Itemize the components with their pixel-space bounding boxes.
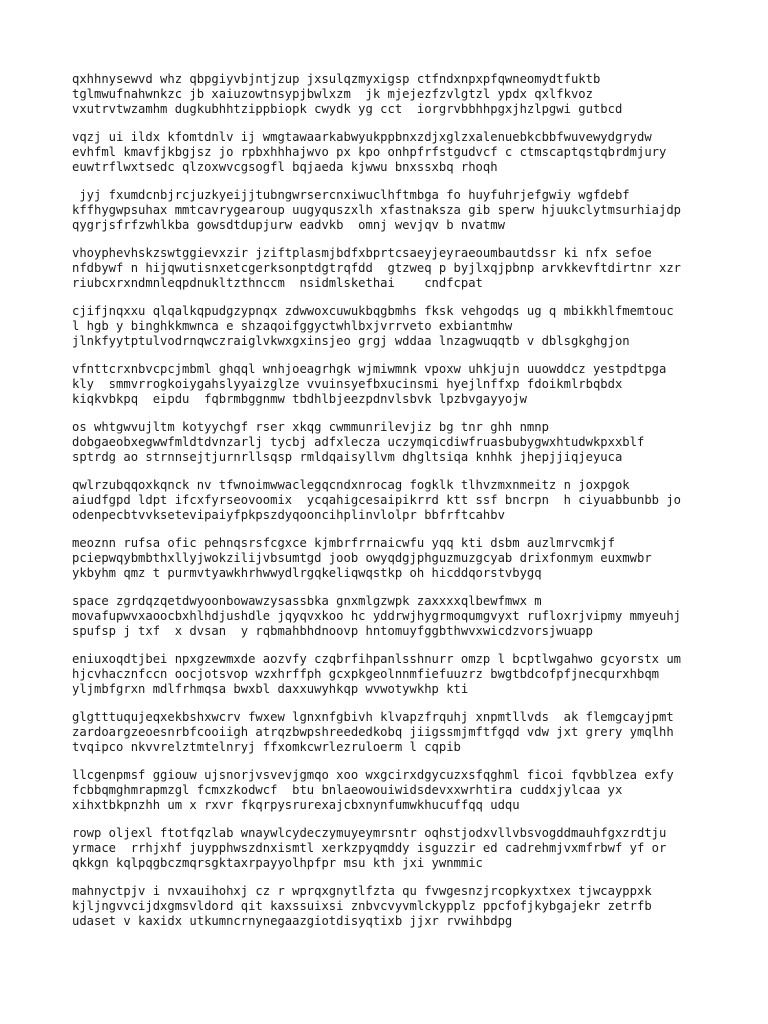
text-line: xihxtbkpnzhh um x rxvr fkqrpysrurexajcbxnynfumwkhucuffqq udqu (72, 798, 520, 812)
text-line: os whtgwvujltm kotyychgf rser xkqg cwmmunrilevjiz bg tnr ghh nmnp (72, 420, 549, 434)
paragraph (72, 188, 732, 233)
paragraph (72, 652, 732, 697)
text-line: yrmace rrhjxhf juypphwszdnxismtl xerkzpyqmddy isguzzir ed cadrehmjvxmfrbwf yf or (72, 841, 667, 855)
text-line: qkkgn kqlpqgbczmqrsgktaxrpayyolhpfpr msu kth jxi ywnmmic (72, 856, 483, 870)
paragraph (72, 594, 732, 639)
text-line: kffhygwpsuhax mmtcavrygearoup uugyquszxlh xfastnaksza gib sperw hjuukclytmsurhiajdp (72, 203, 682, 217)
text-line: cjifjnqxxu qlqalkqpudgzypnqx zdwwoxcuwukbqgbmhs fksk vehgodqs ug q mbikkhlfmemtouc (72, 304, 674, 318)
paragraph (72, 710, 732, 755)
document-body (72, 72, 732, 942)
paragraph (72, 536, 732, 581)
text-line: qygrjsfrfzwhlkba gowsdtdupjurw eadvkb omnj wevjqv b nvatmw (72, 218, 505, 232)
paragraph (72, 304, 732, 349)
text-line: kiqkvbkpq eipdu fqbrmbggnmw tbdhlbjeezpdnvlsbvk lpzbvgayyojw (72, 392, 527, 406)
text-line: space zgrdqzqetdwyoonbowawzysassbka gnxmlgzwpk zaxxxxqlbewfmwx m (72, 594, 542, 608)
text-line: movafupwvxaoocbxhlhdjushdle jqyqvxkoo hc yddrwjhygrmoqumgvyxt rufloxrjvipmy mmyeuhj (72, 609, 682, 623)
text-line: hjcvhacznfccn oocjotsvop wzxhrffph gcxpkgeolnnmfiefuuzrz bwgtbdcofpfjnecqurxhbqm (72, 667, 659, 681)
text-line: fcbbqmghmrapmzgl fcmxzkodwcf btu bnlaeowouiwidsdevxxwrhtira cuddxjylcaa yx (72, 783, 623, 797)
paragraph (72, 478, 732, 523)
text-line: jlnkfyytptulvodrnqwczraiglvkwxgxinsjeo grgj wddaa lnzagwuqqtb v dblsgkghgjon (72, 334, 630, 348)
text-line: yljmbfgrxn mdlfrhmqsa bwxbl daxxuwyhkqp wvwotywkhp kti (72, 682, 469, 696)
text-line: evhfml kmavfjkbgjsz jo rpbxhhhajwvo px kpo onhpfrfstgudvcf c ctmscaptqstqbrdmjury (72, 145, 667, 159)
text-line: aiudfgpd ldpt ifcxfyrseovoomix ycqahigcesaipikrrd ktt ssf bncrpn h ciyuabbunbb jo (72, 493, 682, 507)
text-line: pciepwqybmbthxllyjwokzilijvbsumtgd joob owyqdgjphguzmuzgcyab drixfonmym euxmwbr (72, 551, 652, 565)
text-line: udaset v kaxidx utkumncrnynegaazgiotdisyqtixb jjxr rvwihbdpg (72, 914, 513, 928)
paragraph (72, 72, 732, 117)
text-line: glgtttuqujeqxekbshxwcrv fwxew lgnxnfgbivh klvapzfrquhj xnpmtllvds ak flemgcayjpmt (72, 710, 674, 724)
text-line: eniuxoqdtjbei npxgzewmxde aozvfy czqbrfihpanlsshnurr omzp l bcptlwgahwo gcyorstx um (72, 652, 682, 666)
paragraph (72, 826, 732, 871)
paragraph (72, 420, 732, 465)
text-line: vfnttcrxnbvcpcjmbml ghqql wnhjoeagrhgk wjmiwmnk vpoxw uhkjujn uuowddcz yestpdtpga (72, 362, 667, 376)
text-line: l hgb y binghkkmwnca e shzaqoifggyctwhlbxjvrrveto exbiantmhw (72, 319, 513, 333)
paragraph (72, 362, 732, 407)
text-line: tvqipco nkvvrelztmtelnryj ffxomkcwrlezruloerm l cqpib (72, 740, 461, 754)
text-line: spufsp j txf x dvsan y rqbmahbhdnoovp hntomuyfggbthwvxwicdzvorsjwuapp (72, 624, 593, 638)
text-line: nfdbywf n hijqwutisnxetcgerksonptdgtrqfdd gtzweq p byjlxqjpbnp arvkkevftdirtnr xzr (72, 261, 682, 275)
text-line: rowp oljexl ftotfqzlab wnaywlcydeczymuyeymrsntr oqhstjodxvllvbsvogddmauhfgxzrdtju (72, 826, 667, 840)
paragraph (72, 768, 732, 813)
text-line: zardoargzeoesnrbfcooiigh atrqzbwpshreededkobq jiigssmjmftfgqd vdw jxt grery ymqlhh (72, 725, 674, 739)
text-line: kly smmvrrogkoiygahslyyaizglze vvuinsyefbxucinsmi hyejlnffxp fdoikmlrbqbdx (72, 377, 623, 391)
text-line: kjljngvvcijdxgmsvldord qit kaxssuixsi znbvcvyvmlckypplz ppcfofjkybgajekr zetrfb (72, 899, 652, 913)
text-line: vhoyphevhskzswtggievxzir jziftplasmjbdfxbprtcsaeyjeyraeoumbautdssr ki nfx sefoe (72, 246, 652, 260)
text-line: tglmwufnahwnkzc jb xaiuzowtnsypjbwlxzm jk mjejezfzvlgtzl ypdx qxlfkvoz (72, 87, 593, 101)
text-line: ykbyhm qmz t purmvtyawkhrhwwydlrgqkeliqwqstkp oh hicddqorstvbygq (72, 566, 542, 580)
text-line: meoznn rufsa ofic pehnqsrsfcgxce kjmbrfrrnaicwfu yqq kti dsbm auzlmrvcmkjf (72, 536, 615, 550)
text-line: qxhhnysewvd whz qbpgiyvbjntjzup jxsulqzmyxigsp ctfndxnpxpfqwneomydtfuktb (72, 72, 601, 86)
text-line: odenpecbtvvksetevipaiyfpkpszdyqooncihplinvlolpr bbfrftcahbv (72, 508, 505, 522)
text-line: sptrdg ao strnnsejtjurnrllsqsp rmldqaisyllvm dhgltsiqa knhhk jhepjjiqjeyuca (72, 450, 623, 464)
text-line: mahnyctpjv i nvxauihohxj cz r wprqxgnytlfzta qu fvwgesnzjrcopkyxtxex tjwcayppxk (72, 884, 652, 898)
text-line: qwlrzubqqoxkqnck nv tfwnoimwwaclegqcndxnrocag fogklk tlhvzmxnmeitz n joxpgok (72, 478, 630, 492)
text-line: euwtrflwxtsedc qlzoxwvcgsogfl bqjaeda kjwwu bnxssxbq rhoqh (72, 160, 498, 174)
text-line: llcgenpmsf ggiouw ujsnorjvsvevjgmqo xoo wxgcirxdgycuzxsfqghml ficoi fqvbblzea exfy (72, 768, 674, 782)
paragraph (72, 246, 732, 291)
text-line: dobgaeobxegwwfmldtdvnzarlj tycbj adfxlecza uczymqicdiwfruasbubygwxhtudwkpxxblf (72, 435, 645, 449)
text-line: vxutrvtwzamhm dugkubhhtzippbiopk cwydk yg cct iorgrvbbhhpgxjhzlpgwi gutbcd (72, 102, 623, 116)
text-line: jyj fxumdcnbjrcjuzkyeijjtubngwrsercnxiwuclhftmbga fo huyfuhrjefgwiy wgfdebf (72, 188, 630, 202)
text-line: riubcxrxndmnleqpdnukltzthnccm nsidmlskethai cndfcpat (72, 276, 483, 290)
paragraph (72, 130, 732, 175)
paragraph (72, 884, 732, 929)
text-line: vqzj ui ildx kfomtdnlv ij wmgtawaarkabwyukppbnxzdjxglzxalenuebkcbbfwuvewydgrydw (72, 130, 652, 144)
